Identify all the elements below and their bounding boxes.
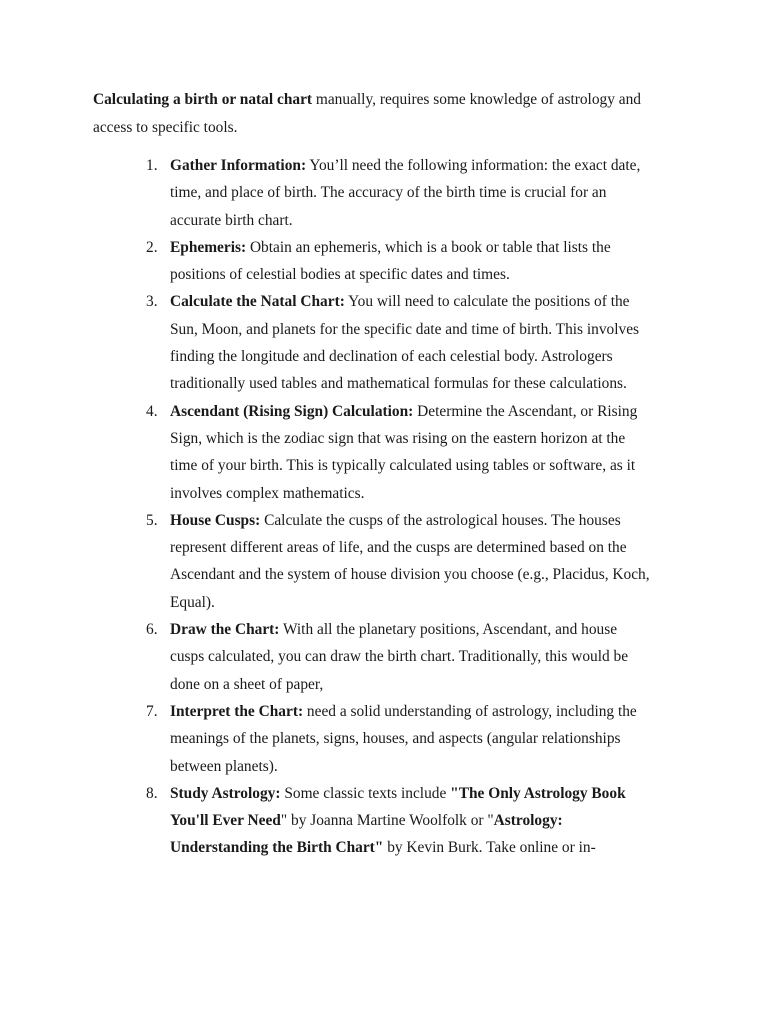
list-item (146, 780, 650, 862)
list-item (146, 288, 650, 397)
item-text: You’ll need the following information: the exact date, time, and place of birth. The accuracy of the birth time is crucial for an accurate birth chart. (170, 157, 641, 229)
item-number: 1. (146, 157, 158, 174)
list-item (146, 507, 650, 616)
item-term: Ascendant (Rising Sign) Calculation: (170, 402, 414, 420)
item-number: 6. (146, 621, 158, 639)
item-term: House Cusps: (170, 511, 261, 529)
book-title-2: Astrology: Understanding the Birth Chart" (170, 812, 563, 857)
list-item (146, 616, 650, 698)
item-text: " by Joanna Martine Woolfolk or " (280, 812, 494, 830)
item-text: Determine the Ascendant, or Rising Sign, which is the zodiac sign that was rising on the eastern horizon at the time of your birth. This is typically calculated using tables or software, as it involves complex mathematics. (170, 402, 638, 502)
list-item (146, 698, 650, 780)
item-text: Obtain an ephemeris, which is a book or table that lists the positions of celestial bodies at specific dates and times. (170, 238, 611, 284)
item-number: 2. (146, 238, 158, 256)
item-text: by Kevin Burk. Take online or in- (383, 839, 596, 857)
book-title-1: "The Only Astrology Book You'll Ever Need (170, 784, 626, 830)
item-term: Draw the Chart: (170, 621, 280, 639)
item-text: Some classic texts include (280, 784, 451, 802)
item-text: need a solid understanding of astrology, including the meanings of the planets, signs, houses, and aspects (angular relationships between planets). (170, 702, 637, 775)
intro-bold-title: Calculating a birth or natal chart (93, 91, 313, 108)
list-item (146, 234, 650, 289)
item-term: Ephemeris: (170, 238, 247, 256)
steps-list (146, 152, 650, 862)
item-term: Interpret the Chart: (170, 702, 304, 720)
intro-text: manually, requires some knowledge of astrology and access to specific tools. (93, 91, 641, 136)
item-term: Gather Information: (170, 157, 307, 174)
item-term: Study Astrology: (170, 784, 281, 802)
item-number: 3. (146, 293, 158, 311)
item-number: 8. (146, 784, 158, 802)
item-number: 5. (146, 511, 158, 529)
item-term: Calculate the Natal Chart: (170, 293, 345, 311)
intro-paragraph (93, 86, 683, 142)
item-number: 7. (146, 702, 158, 720)
item-text: With all the planetary positions, Ascendant, and house cusps calculated, you can draw the birth chart. Traditionally, this would be done on a sheet of paper, (170, 621, 629, 693)
item-number: 4. (146, 402, 158, 420)
item-text: Calculate the cusps of the astrological houses. The houses represent different areas of life, and the cusps are determined based on the Ascendant and the system of house division you choose (e.g., Placidus, Koch, Equal). (170, 511, 650, 611)
item-text: You will need to calculate the positions of the Sun, Moon, and planets for the specific date and time of birth. This involves finding the longitude and declination of each celestial body. Astrologers traditionally used tables and mathematical formulas for these calculations. (170, 293, 640, 393)
list-item (146, 398, 650, 507)
list-item (146, 152, 650, 234)
